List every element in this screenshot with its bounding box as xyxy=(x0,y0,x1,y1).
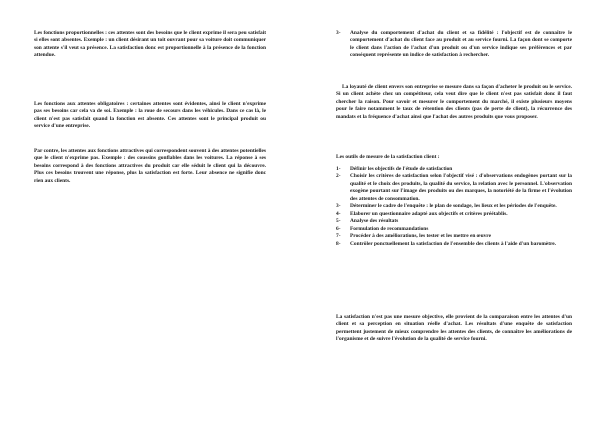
tool-number: 8- xyxy=(336,240,341,247)
tool-item xyxy=(336,233,572,240)
paragraph-conclusion: La satisfaction n'est pas une mesure objective, elle provient de la comparaison entre les attentes d'un client et sa perception en situation réelle d'achat. Les résultats d'une enquête de satisfaction permettent justement de mieux comprendre les attentes des clients, de connaître les améliorations de l'organisme et de suivre l'évolution de la qualité de service fourni. xyxy=(336,314,572,343)
tool-item xyxy=(336,218,572,225)
list-item-behavior-analysis xyxy=(336,30,572,60)
paragraph-mandatory-functions: Les fonctions aux attentes obligatoires : certaines attentes sont évidentes, ainsi le client n'exprime pas ses besoins car cela va de soi. Exemple : la roue de secours dans les véhicules. Dans ce cas là, le client n'est pas satisfait quand la fonction est absente. Ces attentes sont le principal produit ou service d'une entreprise. xyxy=(34,101,266,130)
tools-list xyxy=(336,166,572,248)
tool-text: Définir les objectifs de l'étude de satisfaction xyxy=(350,166,453,172)
tool-text: Formulation de recommandations xyxy=(350,225,429,232)
list-text: Analyse du comportement d'achat du client et sa fidélité : l'objectif est de connaître le comportement d'achat du client face au produit et au service fourni. La façon dont se comporte le client dans l'action de l'achat d'un produit ou d'un service indique ses préférences et par conséquent représente un indice de satisfaction à rechercher. xyxy=(350,30,572,59)
tool-item xyxy=(336,226,572,233)
tool-text: Choisir les critères de satisfaction selon l'objectif visé : d'observations endogènes portant sur la qualité et le choix des produits, la qualité du service, la relation avec le personnel. L'observation exogène pourtant sur l'image des produits ou des marques, la notoriété de la firme et l'évolution des attentes de consommation. xyxy=(350,173,572,202)
tool-text: Contrôler ponctuellement la satisfaction de l'ensemble des clients à l'aide d'un baromètre. xyxy=(350,240,557,247)
tool-text: Elaborer un questionnaire adapté aux objectifs et critères préétablis. xyxy=(350,210,508,217)
tool-number: 1- xyxy=(336,166,341,172)
tool-item xyxy=(336,241,572,248)
tool-item xyxy=(336,166,572,173)
paragraph-attractive-functions: Par contre, les attentes aux fonctions attractives qui correspondent souvent à des attentes potentielles que le client n'exprime pas. Exemple : des coussins gonflables dans les voitures. La réponse à ses besoins correspond à des fonctions attractives du produit car elle séduit le client qui la découvre. Plus ces besoins trouvent une réponse, plus la satisfaction est forte. Leur absence ne signifie donc rien aux clients. xyxy=(34,148,266,184)
tool-number: 7- xyxy=(336,233,341,240)
tool-item xyxy=(336,211,572,218)
tool-number: 5- xyxy=(336,218,341,225)
tool-number: 2- xyxy=(336,173,341,180)
tools-heading: Les outils de mesure de la satisfaction client : xyxy=(336,154,440,160)
tool-text: Déterminer le cadre de l'enquête : le plan de sondage, les lieux et les périodes de l'enquête. xyxy=(350,203,557,210)
tool-number: 3- xyxy=(336,203,341,210)
paragraph-proportional-functions: Les fonctions proportionnelles : ces attentes sont des besoins que le client exprime il sera peu satisfait si elles sont absentes. Exemple : un client désirant un toit ouvrant pour sa voiture doit communiquer son attente s'il veut sa présence. La satisfaction donc est proportionnelle à la présence de la fonction attendue. xyxy=(34,30,266,59)
tool-text: Analyse des résultats xyxy=(350,218,399,225)
tool-number: 4- xyxy=(336,210,341,217)
paragraph-customer-loyalty: La loyauté de client envers son entreprise se mesure dans sa façon d'acheter le produit ou le service. Si un client achète chez un compétiteur, cela veut dire que le client n'est pas satisfait donc il faut chercher la raison. Pour savoir et mesurer le comportement du marché, il existe plusieurs moyens pour le faire notamment le taux de rétention des clients (pas de perte de client), la récurrence des mandats et la fréquence d'achat ainsi que l'achat des autres produits que vous proposer. xyxy=(336,84,572,120)
tool-text: Procéder à des améliorations, les tester et les mettre en œuvre xyxy=(350,233,491,240)
list-number: 3- xyxy=(336,30,341,36)
tool-number: 6- xyxy=(336,225,341,232)
tool-item xyxy=(336,173,572,203)
tool-item xyxy=(336,203,572,210)
